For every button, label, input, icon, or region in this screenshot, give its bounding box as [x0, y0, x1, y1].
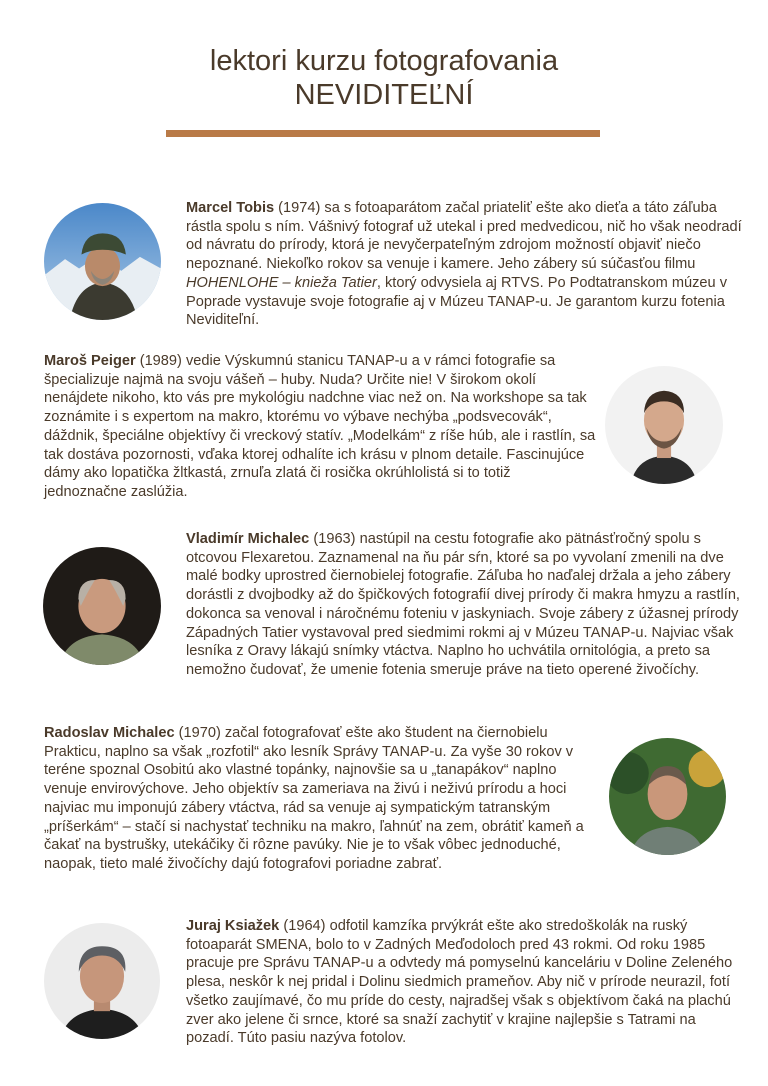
lecturer-bio-maros-peiger: Maroš Peiger (1989) vedie Výskumnú stanicu TANAP-u a v rámci fotografie sa špecializuje najmä na svoju vášeň – huby. Nuda? Určite nie! V širokom okolí nenájdete nikoho, kto vás pre mykológiu nadchne viac než on. Na workshope sa tak zoznámite i s expertom na makro, ktorému vo výbave nechýba „podsvecovák“, dáždnik, špeciálne objektívy či vreckový statív. „Modelkám“ z ríše húb, ale i rastlín, sa tak dostáva pozornosti, vďaka ktorej odhalíte ich krásu v plnom detaile. Fascinujúce dámy ako lopatička žltkastá, zrnuľa zlatá či rosička okrúhlolistá si to totiž jednoznačne zaslúžia. [44, 353, 596, 500]
portrait-photo-juraj-ksiazek [44, 923, 160, 1039]
lecturer-bio-radoslav-michalec: Radoslav Michalec (1970) začal fotografovať ešte ako študent na čiernobielu Prakticu, naplno sa však „rozfotil“ ako lesník Správy TANAP-u. Za vyše 30 rokov v teréne spoznal Osobitú ako vlastné topánky, najnovšie sa u „tanapákov“ naplno venuje envirovýchove. Jeho objektív sa zameriava na živú i neživú prírodu a hoci najviac mu imponujú zábery vtáctva, rád sa venuje aj sympatickým tatranským „príšerkám“ – stačí si nachystať techniku na makro, ľahnúť na zem, obrátiť kameň a čakať na bystrušky, utekáčiky či rôzne pavúky. Nie je to však vôbec jednoduché, naopak, tieto malé živočíchy dajú fotografovi poriadne zabrať. [44, 725, 584, 872]
title-divider [166, 130, 600, 137]
lecturer-name: Maroš Peiger [44, 353, 136, 369]
title-line-1: lektori kurzu fotografovania [209, 45, 559, 77]
lecturer-name: Marcel Tobis [186, 200, 275, 216]
lecturer-name: Vladimír Michalec [186, 531, 310, 547]
lecturer-name: Radoslav Michalec [44, 725, 175, 741]
portrait-photo-vladimir-michalec [43, 547, 161, 665]
lecturer-bio-vladimir-michalec: Vladimír Michalec (1963) nastúpil na cestu fotografie ako pätnásťročný spolu s otcovou Flexaretou. Zaznamenal na ňu pár sŕn, ktoré sa po vyvolaní zmenili na dve malé bodky uprostred čiernobielej fotografie. Záľuba ho naďalej držala a jeho zábery dorástli z dvojbodky až do špičkových fotografií divej prírody či makra hmyzu a rastlín, dokonca sa venoval i náročnému foteniu v jaskyniach. Svoje zábery z úžasnej prírody Západných Tatier vystavoval pred siedmimi rokmi aj v Múzeu TANAP-u. Najviac však lesníka z Oravy lákajú snímky vtáctva. Naplno ho uchvátila ornitológia, a preto sa nemožno čudovať, že umenie fotenia smeruje práve na tieto operené živočíchy. [186, 531, 740, 678]
lecturer-name: Juraj Ksiažek [186, 918, 280, 934]
title-line-2: NEVIDITEĽNÍ [294, 79, 474, 111]
lecturer-bio-marcel-tobis: Marcel Tobis (1974) sa s fotoaparátom začal priateliť ešte ako dieťa a táto záľuba rástla spolu s ním. Vášnivý fotograf už utekal i pred medvedicou, nič ho však neodradí od návratu do prírody, ktorá je nevyčerpateľným zdrojom možností objaviť niečo nepoznané. Niekoľko rokov sa venuje i kamere. Jeho zábery sú súčasťou filmu HOHENLOHE – knieža Tatier, ktorý odvysiela aj RTVS. Po Podtatranskom múzeu v Poprade vystavuje svoje fotografie aj v Múzeu TANAP-u. Je garantom kurzu fotenia Neviditeľní. [186, 200, 742, 329]
portrait-photo-radoslav-michalec [609, 738, 726, 855]
film-title: HOHENLOHE – knieža Tatier [186, 274, 377, 291]
portrait-photo-maros-peiger [605, 366, 723, 484]
lecturer-bio-juraj-ksiazek: Juraj Ksiažek (1964) odfotil kamzíka prvýkrát ešte ako stredoškolák na ruský fotoaparát SMENA, bolo to v Zadných Meďodoloch pred 43 rokmi. Od roku 1985 pracuje pre Správu TANAP-u a odvtedy má pomyselnú kanceláriu v Doline Zeleného plesa, neskôr k nej pridal i Dolinu siedmich prameňov. Aby nič v prírode neurazil, fotí všetko zaujímavé, čo mu príde do cesty, najradšej však s objektívom čaká na plachú zver ako jelene či srnce, ktoré sa snaží zachytiť v krajine najlepšie s Tatrami na pozadí. Túto pasiu nazýva fotolov. [186, 918, 733, 1047]
page-title [0, 44, 768, 112]
portrait-photo-marcel-tobis [44, 203, 161, 320]
